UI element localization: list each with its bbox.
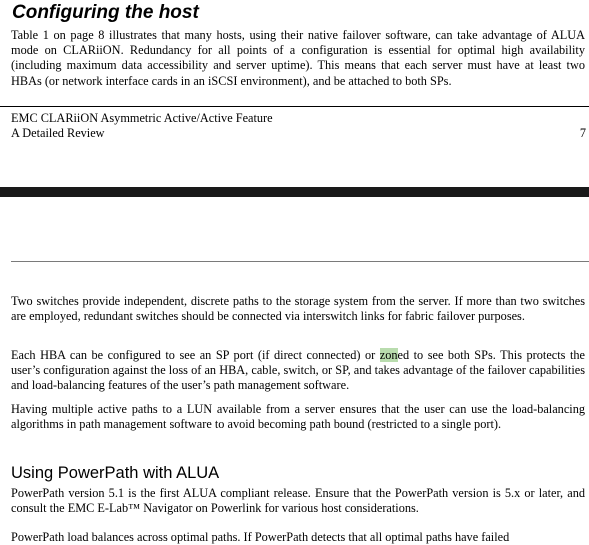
document-page-8: [0, 197, 589, 543]
footer-divider: [0, 106, 589, 107]
text-highlight: zon: [379, 348, 398, 362]
hba-text-end: ed to see both SPs. This protects the user’s configuration against the loss of an HBA, cable, switch, or SP, and takes advantage of the failover capabilities and load-balancing features of the user’s path management software.: [11, 348, 585, 393]
footer-document-title: EMC CLARiiON Asymmetric Active/Active Feature: [11, 111, 273, 125]
body-paragraph-switches: Two switches provide independent, discrete paths to the storage system from the server. If more than two switches are employed, redundant switches should be connected via interswitch links for fabric failover purposes.: [11, 294, 585, 324]
footer-document-subtitle: A Detailed Review: [11, 126, 105, 140]
body-paragraph: Table 1 on page 8 illustrates that many hosts, using their native failover software, can take advantage of ALUA mode on CLARiiON. Redundancy for all points of a configuration is essential for optimal high availability (including maximum data accessibility and server uptime). This means that each server must have at least two HBAs (or network interface cards in an iSCSI environment), and be attached to both SPs.: [11, 28, 585, 88]
subsection-heading: Using PowerPath with ALUA: [11, 464, 220, 482]
body-paragraph-powerpath-balance: PowerPath load balances across optimal paths. If PowerPath detects that all optimal paths have failed: [11, 530, 510, 544]
document-page-7: [0, 0, 589, 187]
section-heading: Configuring the host: [12, 2, 199, 23]
page-separator: [0, 187, 589, 197]
page-number: 7: [579, 126, 586, 140]
body-paragraph-powerpath-version: PowerPath version 5.1 is the first ALUA compliant release. Ensure that the PowerPath version is 5.x or later, and consult the EMC E-Lab™ Navigator on Powerlink for various host considerations.: [11, 486, 585, 516]
header-divider: [11, 261, 589, 262]
hba-text-start: Each HBA can be configured to see an SP port (if direct connected) or: [11, 348, 380, 362]
body-paragraph-hba: [11, 348, 585, 394]
body-paragraph-multipath: Having multiple active paths to a LUN available from a server ensures that the user can use the load-balancing algorithms in path management software to avoid becoming path bound (restricted to a single port).: [11, 402, 585, 432]
